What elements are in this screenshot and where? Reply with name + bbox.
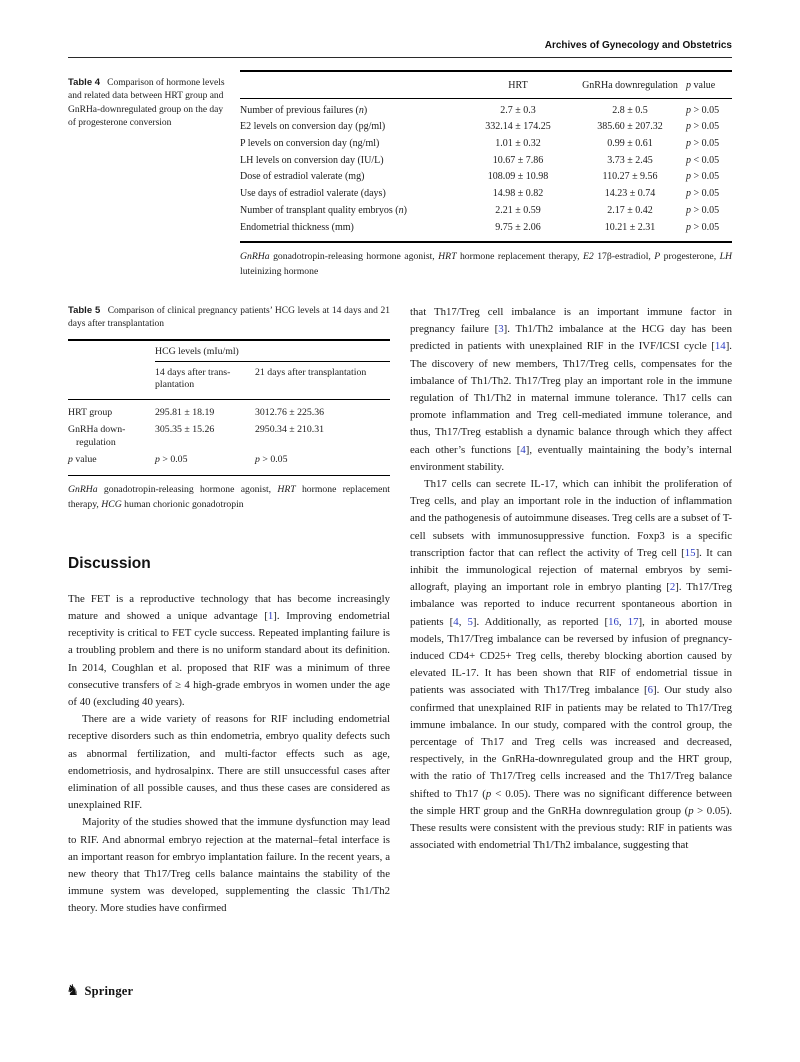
table4-p-value: p > 0.05 bbox=[686, 104, 720, 116]
header-divider bbox=[68, 57, 732, 58]
table4-grid bbox=[240, 70, 732, 279]
table4-p-value: p < 0.05 bbox=[686, 154, 720, 166]
table4-footnote: GnRHa gonadotropin-releasing hormone agonist, HRT hormone replacement therapy, E2 17β-estradiol, P progesterone, LH luteinizing hormone bbox=[240, 250, 732, 277]
table5-label: Table 5 bbox=[68, 305, 106, 316]
table5-21days-value: p > 0.05 bbox=[255, 454, 288, 466]
table5-14days-value: 295.81 ± 18.19 bbox=[155, 406, 215, 418]
table5 bbox=[68, 304, 390, 513]
citation-link[interactable]: 4 bbox=[453, 615, 459, 628]
table4-gnrha-value: 0.99 ± 0.61 bbox=[607, 138, 653, 149]
citation-link[interactable]: 17 bbox=[627, 615, 639, 628]
citation-link[interactable]: 6 bbox=[647, 684, 654, 697]
table4-row bbox=[240, 136, 732, 153]
table4-row bbox=[240, 203, 732, 220]
table4-label: Table 4 bbox=[68, 77, 105, 88]
table5-group-header: HCG levels (mIu/ml) bbox=[155, 341, 390, 362]
table4-hrt-value: 2.7 ± 0.3 bbox=[500, 104, 536, 116]
table4-p-value: p > 0.05 bbox=[686, 204, 720, 216]
paragraph: Th17 cells can secrete IL-17, which can inhibit the proliferation of Treg cells, and play an important role in the induction of inflammation and the pathogenesis of autoimmune diseases. Treg cells are a subset of T-cell subsets with immunosuppressive function. Foxp3 is a specific transcription factor that can reflect the activity of Treg cell [15]. It can inhibit the immunological rejection of maternal embryos by semi-allograft, playing an important role in embryo planting [2]. Th17/Treg imbalance was reported to induce recurrent spontaneous abortion in patients [4, 5]. Additionally, as reported [16, 17], in aborted mouse models, Th17/Treg imbalance can be reversed by infusion of pregnancy-induced CD4+ CD25+ Treg cells, thereby blocking abortion caused by elevated IL-17. It has been shown that RIF of endometrial tissue in patients was associated with Th17/Treg imbalance [6]. Our study also confirmed that unexplained RIF in patients may be related to Th17/Treg immune imbalance. In our study, compared with the control group, the percentage of Th17 and Treg cells was increased and decreased, respectively, in the GnRHa-downregulated group and the HRT group, with the ratio of Th17/Treg cells increased and the Th17/Treg balance shifted to Th17 (p < 0.05). There was no significant difference between the simple HRT group and the GnRHa downregulation group (p > 0.05). These results were consistent with the previous study: RIF in patients was associated with endometrial Th1/Th2 imbalance, suggesting that bbox=[410, 478, 733, 852]
table4-row bbox=[240, 119, 732, 136]
publisher-footer bbox=[66, 984, 133, 999]
table4-gnrha-value: 14.23 ± 0.74 bbox=[604, 188, 656, 200]
left-column bbox=[68, 304, 390, 918]
table4-hrt-value: 10.67 ± 7.86 bbox=[492, 154, 544, 166]
table4-gnrha-value: 10.21 ± 2.31 bbox=[604, 221, 656, 233]
table4-caption-text: Comparison of hormone levels and related data between HRT group and GnRHa-downregulated group on the day of progesterone conversion bbox=[68, 78, 225, 129]
table4-hrt-value: 1.01 ± 0.32 bbox=[495, 138, 541, 149]
table4-row bbox=[240, 186, 732, 203]
table4-row-label: Endometrial thickness (mm) bbox=[240, 221, 354, 233]
table4-p-value: p > 0.05 bbox=[686, 221, 720, 233]
right-column bbox=[410, 304, 732, 855]
table4-row bbox=[240, 103, 732, 120]
publisher-name: Springer bbox=[84, 984, 134, 998]
table5-row bbox=[68, 451, 390, 468]
table5-row bbox=[68, 421, 390, 451]
table4-col-hrt: HRT bbox=[508, 79, 528, 91]
table4-gnrha-value: 2.8 ± 0.5 bbox=[612, 104, 648, 116]
table4 bbox=[68, 70, 732, 279]
table5-14days-value: 305.35 ± 15.26 bbox=[155, 423, 215, 435]
discussion-heading: Discussion bbox=[68, 554, 151, 572]
table5-row-label: p value bbox=[68, 454, 97, 466]
paragraph: There are a wide variety of reasons for RIF including endometrial receptive disorders such as thin endometria, embryo quality defects such as abnormal fertilization, and multi-factor effects such as age, endometriosis, and hydrosalpinx. There are still unsuccessful cases after elimination of all possible causes, and thus these cases are considered as unexplained RIF. bbox=[68, 713, 390, 812]
table4-hrt-value: 108.09 ± 10.98 bbox=[487, 171, 549, 183]
table4-col-gnrha: GnRHa downregulation bbox=[582, 79, 678, 91]
page-header bbox=[68, 40, 732, 51]
table4-gnrha-value: 110.27 ± 9.56 bbox=[602, 171, 658, 183]
table4-p-value: p > 0.05 bbox=[686, 171, 720, 183]
paragraph: The FET is a reproductive technology that has become increasingly mature and showed a unique advantage [1]. Improving endometrial receptivity is critical to FET cycle success. Repeated implanting failure is a troubling problem and there is no uniform standard about its definition. In 2014, Coughlan et al. proposed that RIF was a minimum of three consecutive transfers of ≥ 4 high-grade embryos in women under the age of 40 (excluding 40 years). bbox=[68, 592, 390, 708]
table5-caption-text: Comparison of clinical pregnancy patients’ HCG levels at 14 days and 21 days after transplantation bbox=[68, 306, 390, 329]
table5-row-label: GnRHa down-regulation bbox=[68, 423, 126, 449]
table4-row bbox=[240, 220, 732, 237]
table4-caption bbox=[68, 70, 228, 279]
table4-row-label: Number of transplant quality embryos (n) bbox=[240, 204, 407, 216]
table4-p-value: p > 0.05 bbox=[686, 138, 720, 149]
paragraph: Majority of the studies showed that the immune dysfunction may lead to RIF. And abnormal embryo rejection at the maternal–fetal interface is an important reason for embryo implantation failure. In the recent years, a new theory that Th17/Treg cells balance maintains the stability of the immune system was developed, supplementing the classic Th1/Th2 theory. More studies have confirmed bbox=[68, 816, 390, 915]
table4-header-row bbox=[240, 72, 732, 98]
table5-row bbox=[68, 404, 390, 421]
table4-gnrha-value: 2.17 ± 0.42 bbox=[607, 204, 653, 216]
citation-link[interactable]: 5 bbox=[467, 615, 473, 628]
table4-hrt-value: 14.98 ± 0.82 bbox=[492, 188, 544, 200]
table4-body bbox=[240, 99, 732, 242]
table4-col-pvalue: p value bbox=[686, 79, 716, 91]
table4-row-label: P levels on conversion day (ng/ml) bbox=[240, 138, 380, 149]
table5-caption bbox=[68, 304, 390, 331]
table5-21days-value: 3012.76 ± 225.36 bbox=[255, 406, 325, 418]
table4-hrt-value: 2.21 ± 0.59 bbox=[495, 204, 541, 216]
table4-bottom-rule bbox=[240, 241, 732, 243]
table4-hrt-value: 332.14 ± 174.25 bbox=[485, 121, 551, 133]
table5-group-header-row bbox=[68, 341, 390, 362]
citation-link[interactable]: 1 bbox=[267, 609, 274, 622]
table5-col-21days: 21 days after transplantation bbox=[255, 366, 367, 378]
table4-p-value: p > 0.05 bbox=[686, 188, 720, 200]
citation-link[interactable]: 2 bbox=[669, 581, 676, 594]
table4-row-label: E2 levels on conversion day (pg/ml) bbox=[240, 121, 386, 133]
paragraph: that Th17/Treg cell imbalance is an important immune factor in pregnancy failure [3]. Th1/Th2 imbalance at the HCG day has been predicted in patients with unexplained RIF in the IVF/ICSI cycle [14]. The discovery of new members, Th17/Treg cells, compensates for the imbalance of Th1/Th2. Th17/Treg play an important role in the immune regulation of Th1/Th2 in maternal immune tolerance. Th17 cells can promote inflammation and Treg cell-mediated immune tolerance, and thus, Th17/Treg establish a dynamic balance through which they affect each other’s functions [4], eventually maintaining the body’s internal environment stability. bbox=[410, 306, 733, 473]
citation-link[interactable]: 16 bbox=[608, 615, 619, 628]
table4-row-label: Dose of estradiol valerate (mg) bbox=[240, 171, 365, 183]
citation-link[interactable]: 3 bbox=[498, 323, 504, 336]
table5-grid bbox=[68, 339, 390, 476]
table4-gnrha-value: 3.73 ± 2.45 bbox=[607, 154, 653, 166]
table4-row-label: Number of previous failures (n) bbox=[240, 104, 368, 116]
citation-link[interactable]: 15 bbox=[684, 546, 696, 559]
table4-row bbox=[240, 169, 732, 186]
table4-row-label: Use days of estradiol valerate (days) bbox=[240, 188, 386, 200]
citation-link[interactable]: 14 bbox=[714, 340, 726, 353]
table4-row bbox=[240, 153, 732, 170]
springer-horse-icon: ♞ bbox=[66, 983, 80, 999]
table4-gnrha-value: 385.60 ± 207.32 bbox=[597, 121, 663, 133]
table5-body bbox=[68, 400, 390, 475]
table4-hrt-value: 9.75 ± 2.06 bbox=[495, 221, 541, 233]
table5-bottom-rule bbox=[68, 475, 390, 477]
table5-row-label: HRT group bbox=[68, 406, 113, 418]
table5-21days-value: 2950.34 ± 210.31 bbox=[255, 423, 325, 435]
table5-footnote: GnRHa gonadotropin-releasing hormone agonist, HRT hormone replacement therapy, HCG human chorionic gonadotropin bbox=[68, 484, 390, 510]
table4-p-value: p > 0.05 bbox=[686, 121, 720, 133]
table4-row-label: LH levels on conversion day (IU/L) bbox=[240, 154, 384, 166]
journal-title: Archives of Gynecology and Obstetrics bbox=[544, 40, 732, 51]
table5-header-row bbox=[68, 362, 390, 399]
citation-link[interactable]: 4 bbox=[520, 443, 526, 456]
table5-col-empty2 bbox=[68, 362, 155, 399]
table5-14days-value: p > 0.05 bbox=[155, 454, 188, 466]
table5-col-empty bbox=[68, 341, 155, 362]
table5-col-14days: 14 days after trans-plantation bbox=[155, 366, 231, 391]
